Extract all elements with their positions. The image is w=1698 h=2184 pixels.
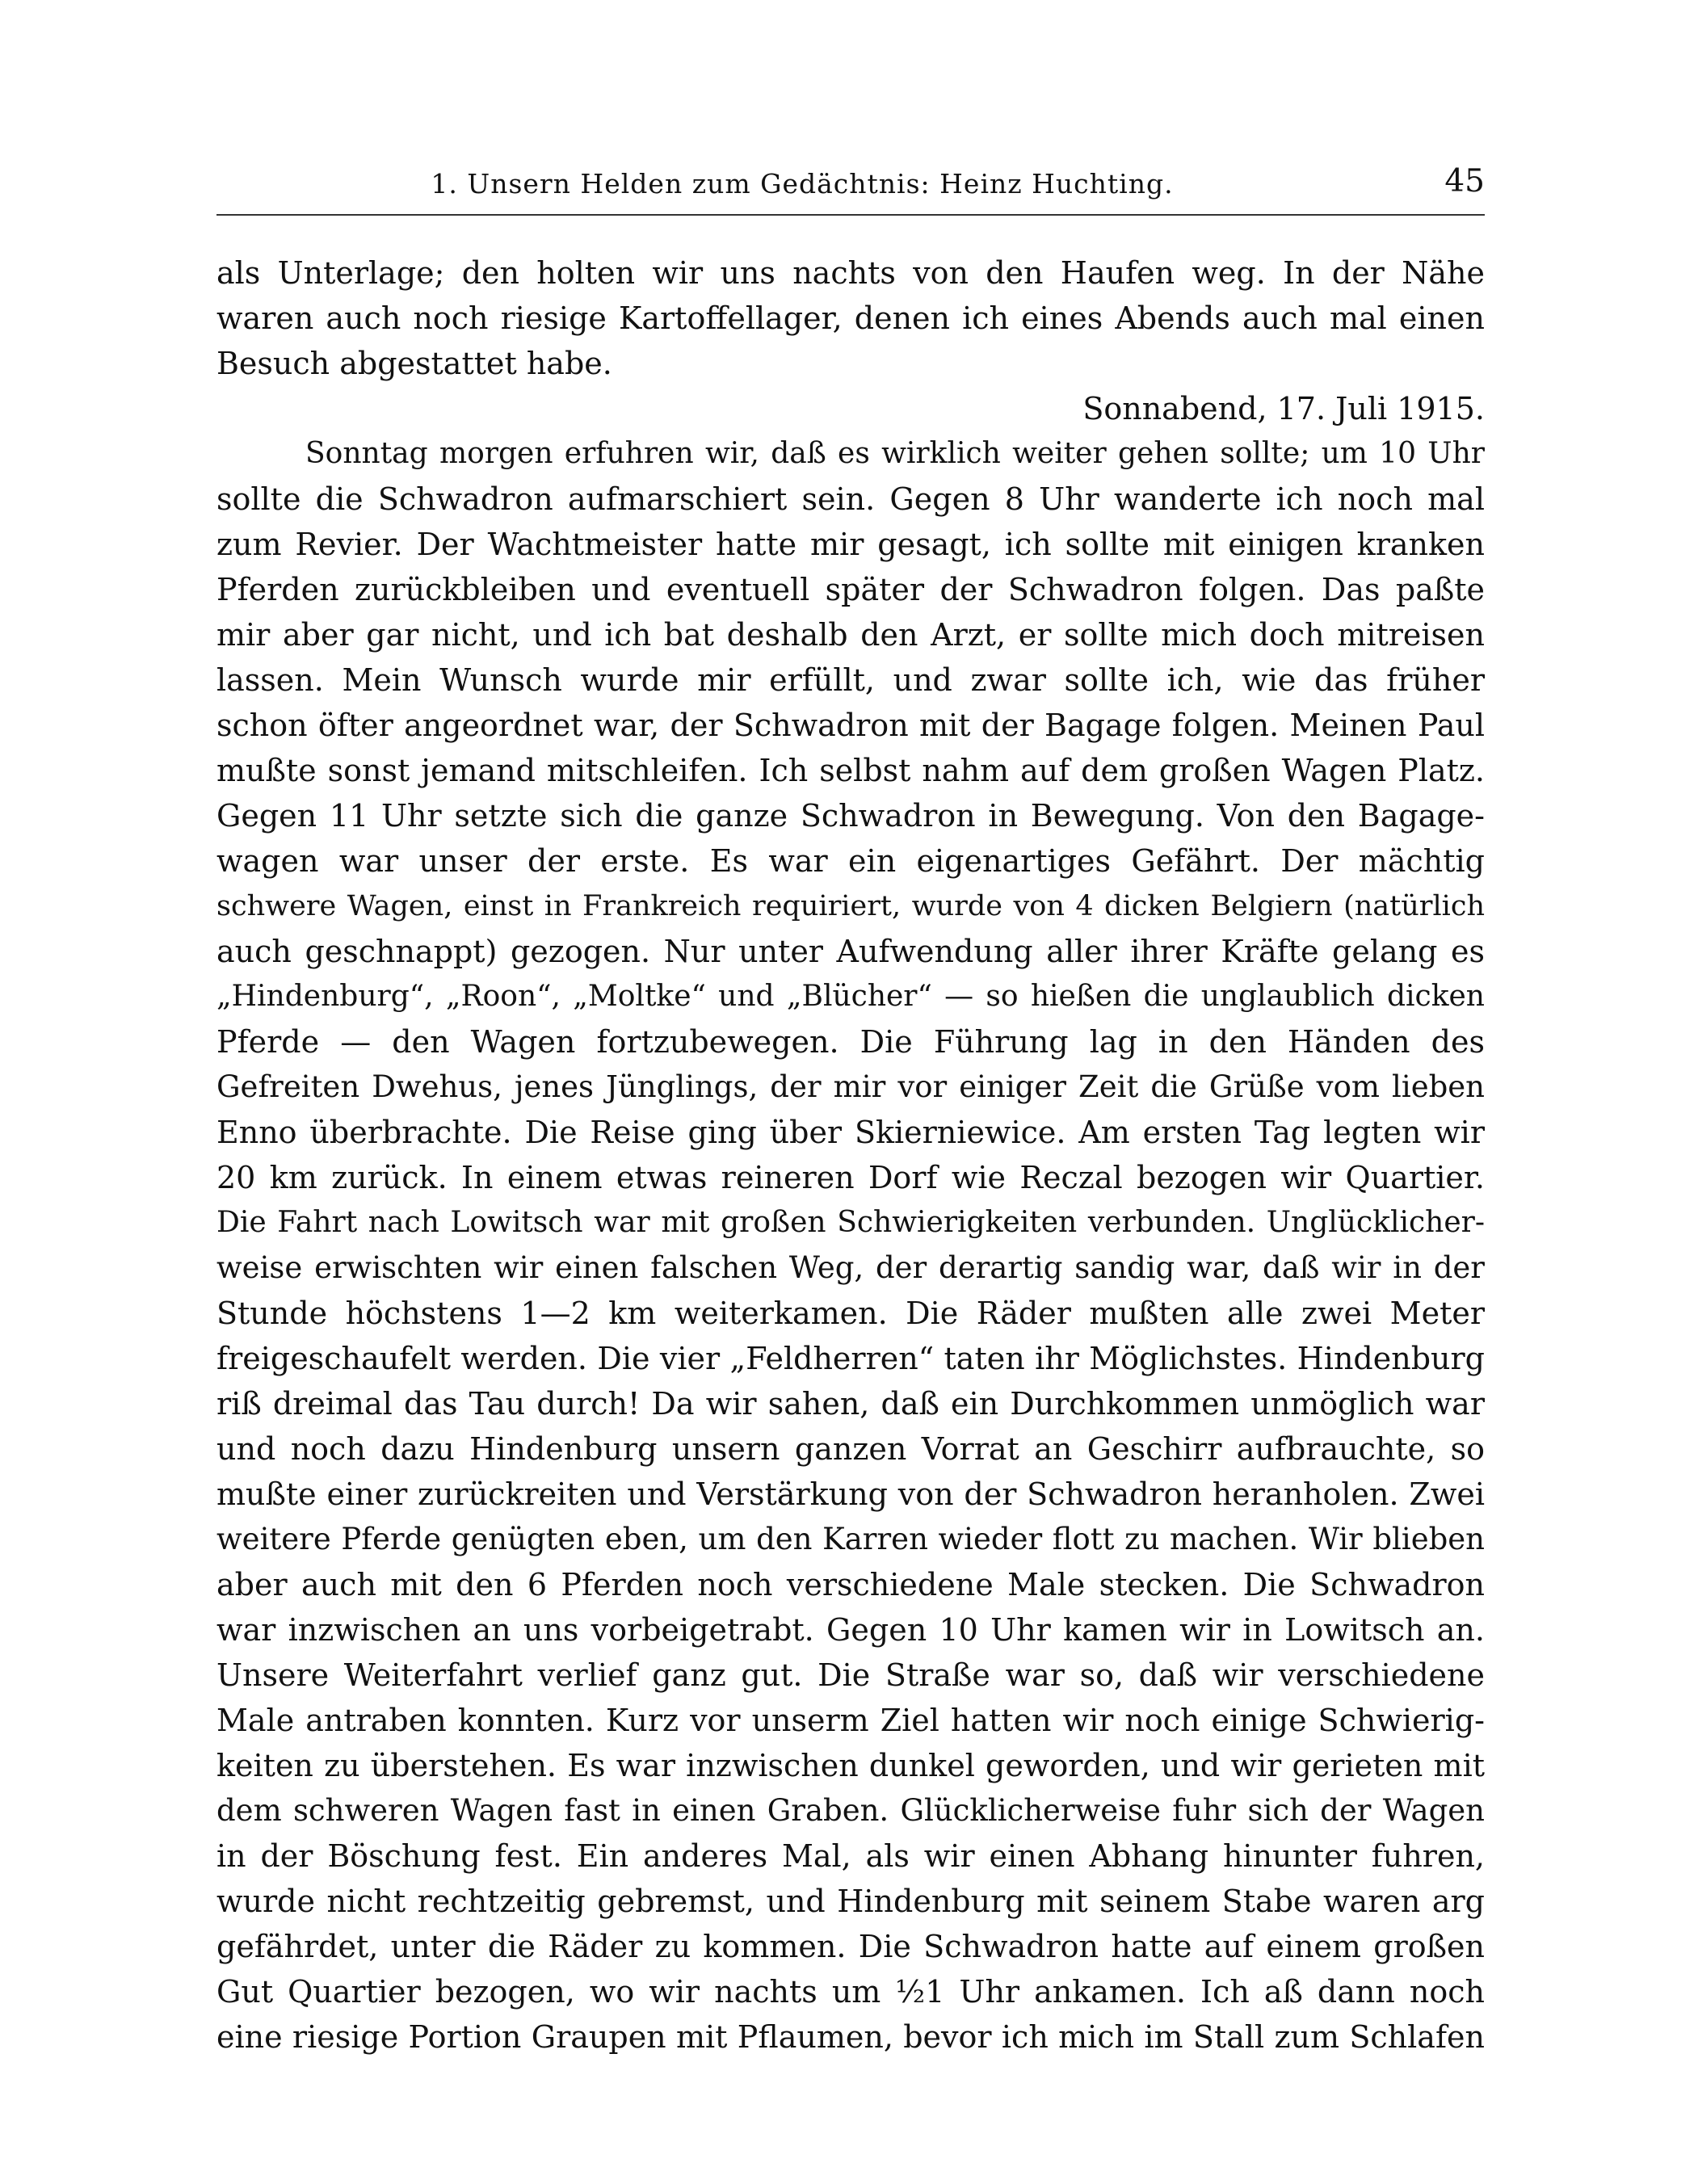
text-line: aber auch mit den 6 Pferden noch verschiedene Male stecken. Die Schwadron bbox=[216, 1567, 1485, 1602]
text-line: sollte die Schwadron aufmarschiert sein. Gegen 8 Uhr wanderte ich noch mal bbox=[216, 481, 1485, 517]
text-line: schwere Wagen, einst in Frankreich requiriert, wurde von 4 dicken Belgiern (natürlich bbox=[216, 890, 1485, 922]
text-line: Gegen 11 Uhr setzte sich die ganze Schwadron in Bewegung. Von den Bagage- bbox=[216, 798, 1485, 834]
text-line: mir aber gar nicht, und ich bat deshalb den Arzt, er sollte mich doch mitreisen bbox=[216, 617, 1485, 653]
text-line: Sonntag morgen erfuhren wir, daß es wirklich weiter gehen sollte; um 10 Uhr bbox=[305, 437, 1485, 470]
text-line: weitere Pferde genügten eben, um den Karren wieder flott zu machen. Wir blieben bbox=[216, 1522, 1485, 1556]
text-line: lassen. Mein Wunsch wurde mir erfüllt, und zwar sollte ich, wie das früher bbox=[216, 662, 1485, 698]
text-line: gefährdet, unter die Räder zu kommen. Die Schwadron hatte auf einem großen bbox=[216, 1929, 1485, 1964]
page-number: 45 bbox=[1444, 163, 1485, 200]
text-line: Pferden zurückbleiben und eventuell später der Schwadron folgen. Das paßte bbox=[216, 572, 1485, 607]
text-line: Enno überbrachte. Die Reise ging über Skierniewice. Am ersten Tag legten wir bbox=[216, 1115, 1485, 1150]
header-title: 1. Unsern Helden zum Gedächtnis: Heinz Huchting. bbox=[431, 168, 1174, 200]
text-line: und noch dazu Hindenburg unsern ganzen Vorrat an Geschirr aufbrauchte, so bbox=[216, 1431, 1485, 1467]
text-line: 20 km zurück. In einem etwas reineren Dorf wie Reczal bezogen wir Quartier. bbox=[216, 1160, 1485, 1195]
text-line: wagen war unser der erste. Es war ein eigenartiges Gefährt. Der mächtig bbox=[216, 843, 1485, 879]
text-line: „Hindenburg“, „Roon“, „Moltke“ und „Blücher“ — so hießen die unglaublich dicken bbox=[216, 980, 1485, 1013]
text-line: freigeschaufelt werden. Die vier „Feldherren“ taten ihr Möglichstes. Hindenburg bbox=[216, 1341, 1485, 1376]
text-line: riß dreimal das Tau durch! Da wir sahen, daß ein Durchkommen unmöglich war bbox=[216, 1386, 1485, 1422]
text-line: dem schweren Wagen fast in einen Graben. Glücklicherweise fuhr sich der Wagen bbox=[216, 1793, 1485, 1828]
date-line: Sonnabend, 17. Juli 1915. bbox=[1082, 391, 1485, 426]
text-line: war inzwischen an uns vorbeigetrabt. Gegen 10 Uhr kamen wir in Lowitsch an. bbox=[216, 1612, 1485, 1648]
text-line: Pferde — den Wagen fortzubewegen. Die Führung lag in den Händen des bbox=[216, 1024, 1485, 1060]
text-line: waren auch noch riesige Kartoffellager, denen ich eines Abends auch mal einen bbox=[216, 300, 1485, 336]
text-line: Unsere Weiterfahrt verlief ganz gut. Die Straße war so, daß wir verschiedene bbox=[216, 1657, 1485, 1693]
text-line: keiten zu überstehen. Es war inzwischen dunkel geworden, und wir gerieten mit bbox=[216, 1748, 1485, 1783]
text-line: mußte sonst jemand mitschleifen. Ich selbst nahm auf dem großen Wagen Platz. bbox=[216, 753, 1485, 788]
text-line: Stunde höchstens 1—2 km weiterkamen. Die Räder mußten alle zwei Meter bbox=[216, 1296, 1485, 1331]
text-line: eine riesige Portion Graupen mit Pflaumen, bevor ich mich im Stall zum Schlafen bbox=[216, 2019, 1485, 2055]
text-line: als Unterlage; den holten wir uns nachts von den Haufen weg. In der Nähe bbox=[216, 255, 1485, 291]
text-line: Gut Quartier bezogen, wo wir nachts um ½1 Uhr ankamen. Ich aß dann noch bbox=[216, 1974, 1485, 2010]
text-line: Gefreiten Dwehus, jenes Jünglings, der mir vor einiger Zeit die Grüße vom lieben bbox=[216, 1069, 1485, 1104]
text-line: mußte einer zurückreiten und Verstärkung von der Schwadron heranholen. Zwei bbox=[216, 1476, 1485, 1512]
header-rule bbox=[216, 214, 1485, 216]
text-line: weise erwischten wir einen falschen Weg, der derartig sandig war, daß wir in der bbox=[216, 1250, 1485, 1285]
text-line: wurde nicht rechtzeitig gebremst, und Hindenburg mit seinem Stabe waren arg bbox=[216, 1884, 1485, 1919]
text-line: Male antraben konnten. Kurz vor unserm Ziel hatten wir noch einige Schwierig- bbox=[216, 1703, 1485, 1738]
text-line: auch geschnappt) gezogen. Nur unter Aufwendung aller ihrer Kräfte gelang es bbox=[216, 934, 1485, 969]
running-header bbox=[216, 162, 1485, 210]
text-line: Besuch abgestattet habe. bbox=[216, 346, 612, 381]
body-text bbox=[216, 250, 1485, 2060]
text-line: zum Revier. Der Wachtmeister hatte mir gesagt, ich sollte mit einigen kranken bbox=[216, 527, 1485, 562]
text-line: schon öfter angeordnet war, der Schwadron mit der Bagage folgen. Meinen Paul bbox=[216, 708, 1485, 743]
text-line: in der Böschung fest. Ein anderes Mal, als wir einen Abhang hinunter fuhren, bbox=[216, 1838, 1485, 1874]
text-line: Die Fahrt nach Lowitsch war mit großen Schwierigkeiten verbunden. Unglücklicher- bbox=[216, 1206, 1485, 1239]
